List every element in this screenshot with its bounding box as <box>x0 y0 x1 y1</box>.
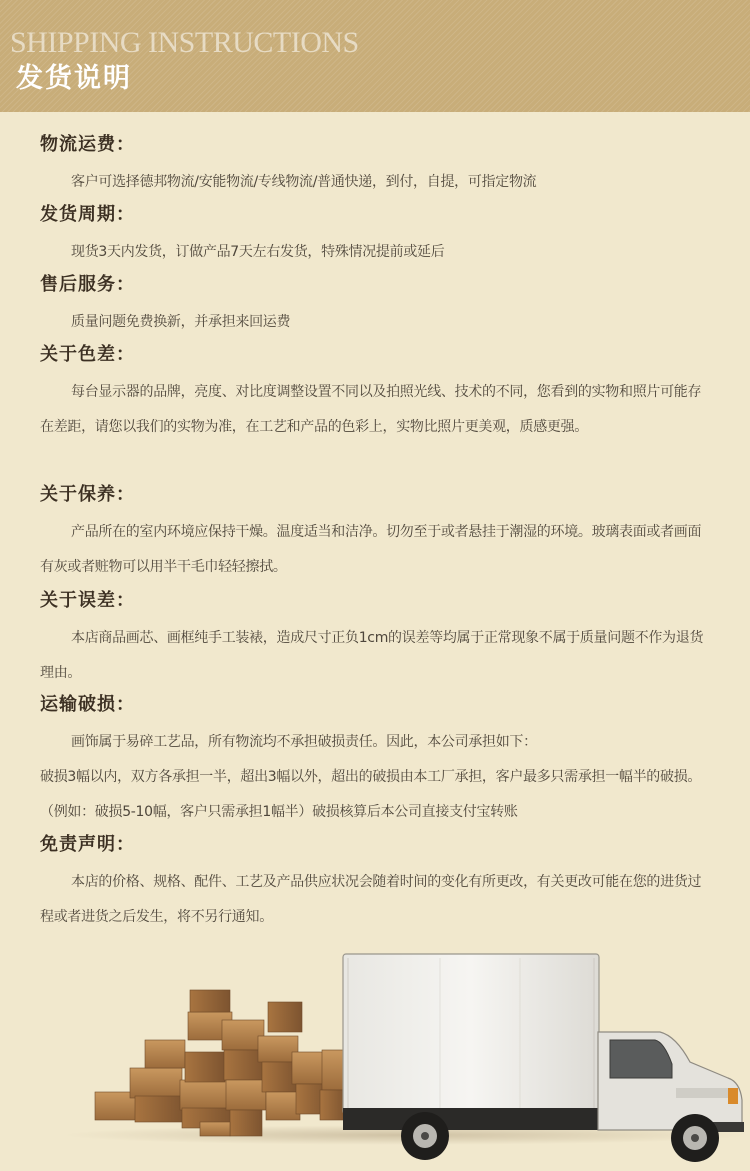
section-text: 客户可选择德邦物流/安能物流/专线物流/普通快递，到付，自提，可指定物流 <box>71 174 537 190</box>
header-title-en: SHIPPING INSTRUCTIONS <box>10 26 359 59</box>
cardboard-boxes <box>95 990 346 1136</box>
section-text: 每台显示器的品牌，亮度、对比度调整设置不同以及拍照光线、技术的不同，您看到的实物和照片可能存在差距，请您以我们的实物为准，在工艺和产品的色彩上，实物比照片更美观，质感更强。 <box>40 384 702 435</box>
header-banner <box>0 0 750 112</box>
section-text: 产品所在的室内环境应保持干燥。温度适当和洁净。切勿至于或者悬挂于潮湿的环境。玻璃表面或者画面有灰或者赃物可以用半干毛巾轻轻擦拭。 <box>40 524 702 575</box>
section-color-difference <box>40 344 706 445</box>
section-delivery-cycle <box>40 204 706 270</box>
section-text: 现货3天内发货，订做产品7天左右发货，特殊情况提前或延后 <box>71 244 445 260</box>
section-title: 关于色差： <box>40 344 135 365</box>
section-title: 免责声明： <box>40 834 135 855</box>
delivery-illustration <box>0 940 750 1171</box>
section-title: 发货周期： <box>40 204 135 225</box>
section-title: 物流运费： <box>40 134 135 155</box>
section-text: 质量问题免费换新，并承担来回运费 <box>71 314 291 330</box>
section-text: 本店的价格、规格、配件、工艺及产品供应状况会随着时间的变化有所更改，有关更改可能在您的进货过程或者进货之后发生，将不另行通知。 <box>40 874 702 925</box>
section-title: 关于误差： <box>40 590 135 611</box>
section-after-sales <box>40 274 706 340</box>
section-size-error <box>40 590 706 691</box>
header-title-cn: 发货说明 <box>16 63 132 94</box>
truck-and-boxes-image <box>0 940 750 1171</box>
section-title: 关于保养： <box>40 484 135 505</box>
section-title: 售后服务： <box>40 274 135 295</box>
section-text: 破损3幅以内，双方各承担一半，超出3幅以外，超出的破损由本工厂承担，客户最多只需承担一幅半的破损。（例如：破损5-10幅，客户只需承担1幅半）破损核算后本公司直接支付宝转账 <box>40 769 702 820</box>
section-transport-damage <box>40 694 706 830</box>
section-disclaimer <box>40 834 706 935</box>
section-shipping-fee <box>40 134 706 200</box>
front-wheel <box>671 1114 719 1162</box>
delivery-truck <box>343 954 744 1162</box>
section-text: 本店商品画芯、画框纯手工装裱，造成尺寸正负1cm的误差等均属于正常现象不属于质量问题不作为退货理由。 <box>40 630 704 681</box>
section-maintenance <box>40 484 706 585</box>
rear-wheel <box>401 1112 449 1160</box>
section-title: 运输破损： <box>40 694 135 715</box>
section-text: 画饰属于易碎工艺品，所有物流均不承担破损责任。因此，本公司承担如下： <box>71 734 537 750</box>
